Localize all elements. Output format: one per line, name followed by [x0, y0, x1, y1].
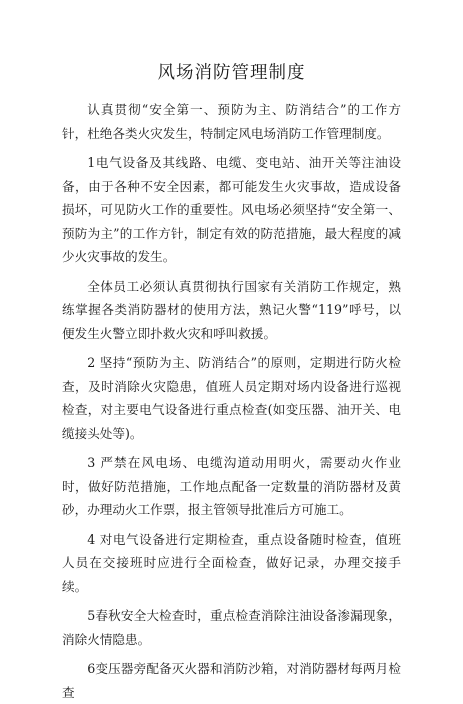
document-title: 风场消防管理制度	[157, 63, 306, 83]
paragraph-staff-duty: 全体员工必须认真贯彻执行国家有关消防工作规定，熟练掌握各类消防器材的使用方法，熟记火警“119”呼号，以便发生火警立即扑救火灾和呼叫救援。	[62, 278, 401, 341]
paragraph-intro: 认真贯彻“安全第一、预防为主、防消结合”的工作方针，杜绝各类火灾发生，特制定风电场消防工作管理制度。	[62, 102, 401, 141]
paragraph-item-6: 6变压器旁配备灭火器和消防沙箱，对消防器材每两月检查	[62, 661, 401, 700]
paragraph-item-5: 5春秋安全大检查时，重点检查消除注油设备渗漏现象，消除火情隐患。	[62, 608, 401, 647]
paragraph-item-3: 3 严禁在风电场、电缆沟道动用明火，需要动火作业时，做好防范措施，工作地点配备一定数量的消防器材及黄砂，办理动火工作票，报主管领导批准后方可施工。	[62, 455, 401, 517]
paragraph-item-1: 1电气设备及其线路、电缆、变电站、油开关等注油设备，由于各种不安全因素，都可能发生火灾事故，造成设备损坏，可见防火工作的重要性。风电场必须坚持“安全第一、预防为主”的工作方针，制定有效的防范措施，最大程度的减少火灾事故的发生。	[62, 155, 401, 264]
paragraph-item-2: 2 坚持“预防为主、防消结合”的原则，定期进行防火检查，及时消除火灾隐患，值班人员定期对场内设备进行巡视检查，对主要电气设备进行重点检查(如变压器、油开关、电缆接头处等)。	[62, 355, 401, 441]
paragraph-item-4: 4 对电气设备进行定期检查，重点设备随时检查，值班人员在交接班时应进行全面检查，做好记录，办理交接手续。	[62, 531, 401, 594]
